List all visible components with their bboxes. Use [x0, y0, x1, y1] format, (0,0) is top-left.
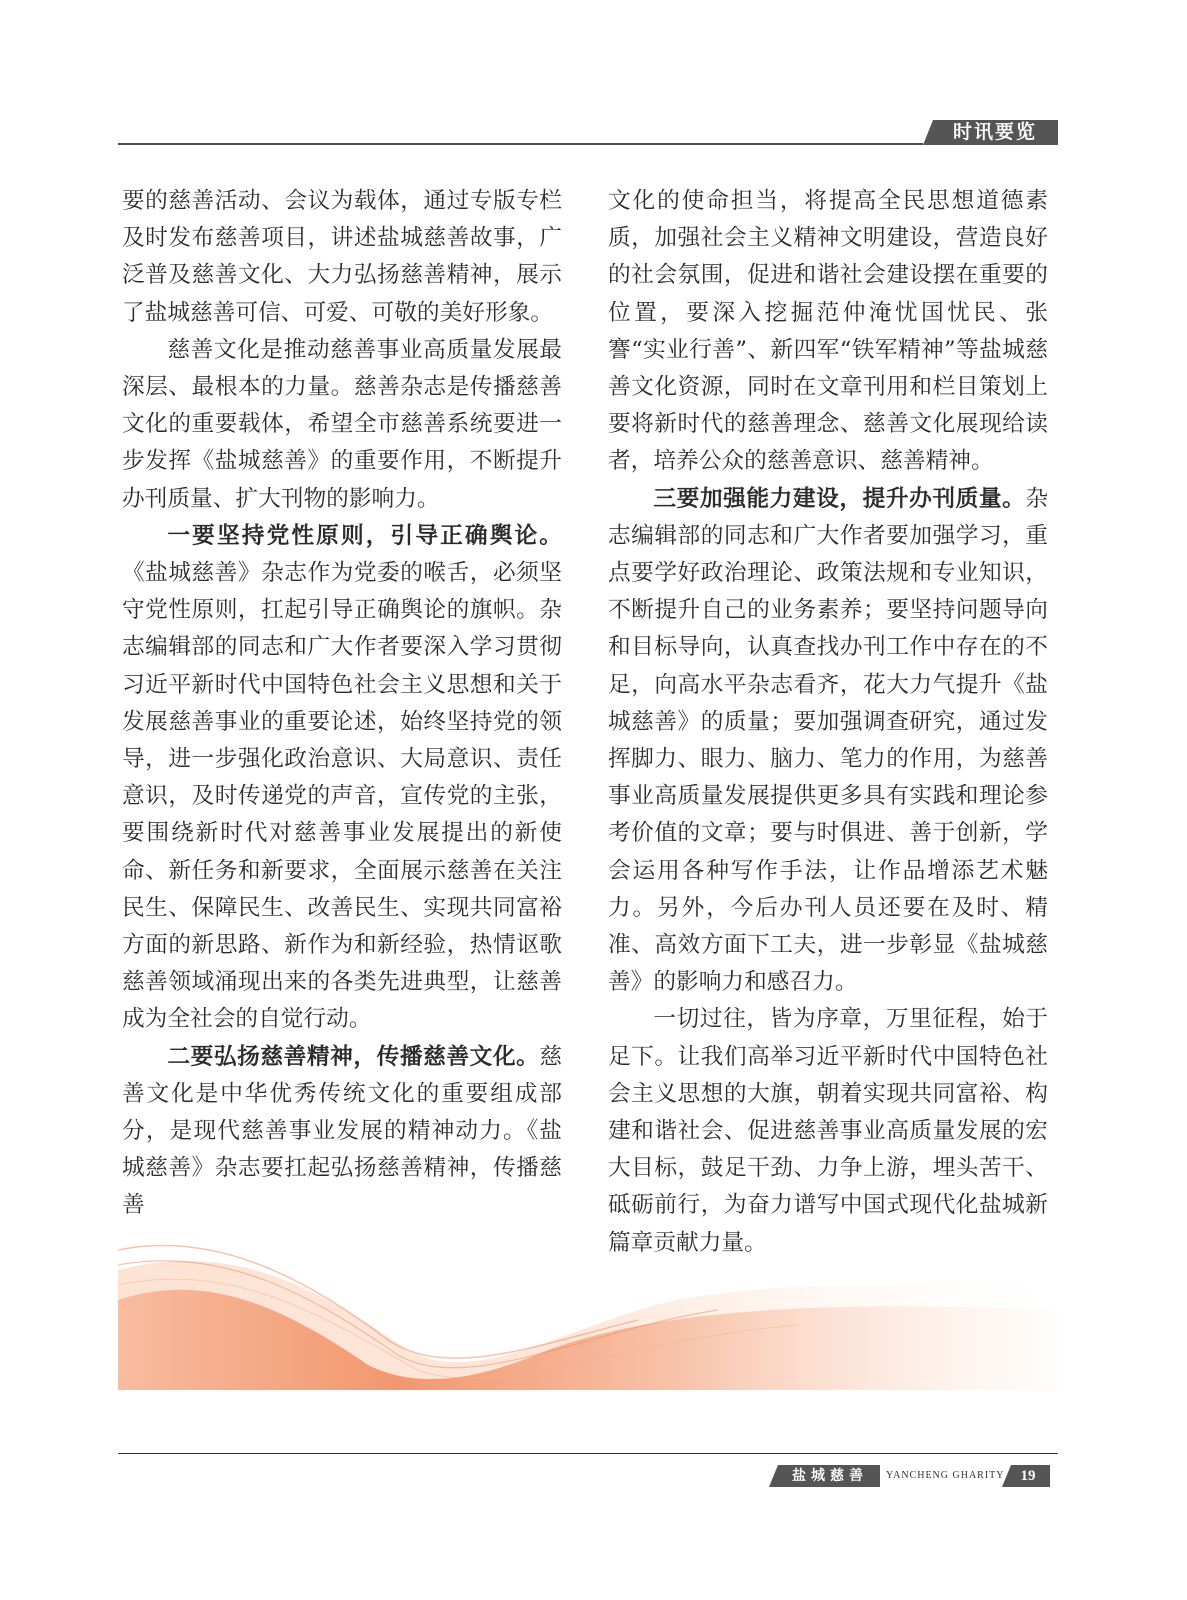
paragraph	[608, 481, 1048, 1002]
paragraph-heading: 三要加强能力建设，提升办刊质量。	[653, 485, 1026, 512]
page-number: 19	[1011, 1465, 1050, 1487]
paragraph-body: 《盐城慈善》杂志作为党委的喉舌，必须坚守党性原则，扛起引导正确舆论的旗帜。杂志编辑部的同志和广大作者要深入学习贯彻习近平新时代中国特色社会主义思想和关于发展慈善事业的重要论述，始终坚持党的领导，进一步强化政治意识、大局意识、责任意识，及时传递党的声音，宣传党的主张，要围绕新时代对慈善事业发展提出的新使命、新任务和新要求，全面展示慈善在关注民生、保障民生、改善民生、实现共同富裕方面的新思路、新作为和新经验，热情讴歌慈善领域涌现出来的各类先进典型，让慈善成为全社会的自觉行动。	[122, 560, 562, 1033]
paragraph: 一切过往，皆为序章，万里征程，始于足下。让我们高举习近平新时代中国特色社会主义思想的大旗，朝着实现共同富裕、构建和谐社会、促进慈善事业高质量发展的宏大目标，鼓足干劲、力争上游，埋头苦干、砥砺前行，为奋力谱写中国式现代化盐城新篇章贡献力量。	[608, 1006, 1048, 1256]
paragraph-body: 慈善文化是中华优秀传统文化的重要组成部分，是现代慈善事业发展的精神动力。《盐城慈善》杂志要扛起弘扬慈善精神，传播慈善	[122, 1043, 562, 1219]
paragraph	[122, 518, 562, 1039]
header-rule	[118, 143, 1058, 145]
right-column	[608, 183, 1048, 1262]
magazine-name: 盐城慈善	[778, 1465, 880, 1487]
paragraph: 要的慈善活动、会议为载体，通过专版专栏及时发布慈善项目，讲述盐城慈善故事，广泛普及慈善文化、大力弘扬慈善精神，展示了盐城慈善可信、可爱、可敬的美好形象。	[122, 188, 562, 326]
footer	[778, 1465, 1050, 1487]
footer-rule	[118, 1453, 1058, 1454]
left-column	[122, 183, 562, 1225]
paragraph: 文化的使命担当，将提高全民思想道德素质，加强社会主义精神文明建设，营造良好的社会氛围，促进和谐社会建设摆在重要的位置，要深入挖掘范仲淹忧国忧民、张謇“实业行善”、新四军“铁军精神”等盐城慈善文化资源，同时在文章刊用和栏目策划上要将新时代的慈善理念、慈善文化展现给读者，培养公众的慈善意识、慈善精神。	[608, 188, 1048, 475]
paragraph-heading: 一要坚持党性原则，引导正确舆论。	[167, 522, 562, 549]
decorative-wave	[118, 1230, 1058, 1390]
magazine-name-en: YANCHENG GHARITY	[880, 1465, 1011, 1487]
paragraph-heading: 二要弘扬慈善精神，传播慈善文化。	[167, 1043, 540, 1070]
section-title: 时讯要览	[953, 121, 1038, 143]
paragraph-body: 杂志编辑部的同志和广大作者要加强学习，重点要学好政治理论、政策法规和专业知识，不断提升自己的业务素养；要坚持问题导向和目标导向，认真查找办刊工作中存在的不足，向高水平杂志看齐，花大力气提升《盐城慈善》的质量；要加强调查研究，通过发挥脚力、眼力、脑力、笔力的作用，为慈善事业高质量发展提供更多具有实践和理论参考价值的文章；要与时俱进、善于创新，学会运用各种写作手法，让作品增添艺术魅力。另外，今后办刊人员还要在及时、精准、高效方面下工夫，进一步彰显《盐城慈善》的影响力和感召力。	[608, 485, 1048, 996]
section-tab	[933, 120, 1058, 145]
paragraph: 慈善文化是推动慈善事业高质量发展最深层、最根本的力量。慈善杂志是传播慈善文化的重要载体，希望全市慈善系统要进一步发挥《盐城慈善》的重要作用，不断提升办刊质量、扩大刊物的影响力。	[122, 336, 562, 512]
paragraph	[122, 1039, 562, 1225]
